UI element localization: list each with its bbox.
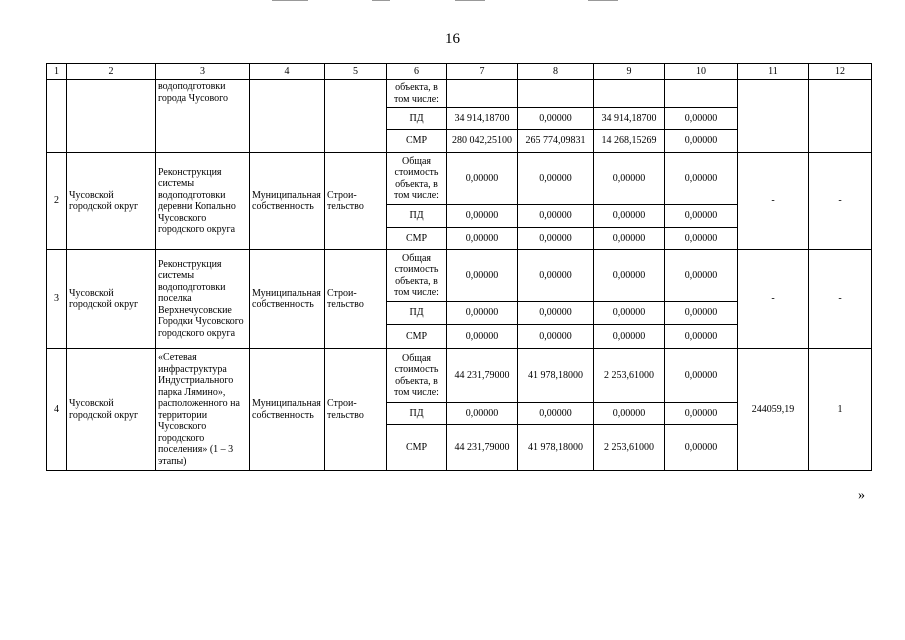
continuation-mark: »: [858, 488, 865, 503]
value-cell: 0,00000: [518, 108, 594, 130]
col12-cell: [809, 80, 872, 153]
object-name-cell: Реконструкция системы водоподготовки деревни Копально Чусовского городского округа: [156, 153, 250, 250]
header-cell: 8: [518, 64, 594, 80]
district-cell: Чусовской городской округ: [67, 250, 156, 349]
district-cell: Чусовской городской округ: [67, 153, 156, 250]
ownership-cell: [250, 80, 325, 153]
pd-label-cell: ПД: [387, 108, 447, 130]
value-cell: 0,00000: [518, 205, 594, 228]
value-cell: 0,00000: [665, 325, 738, 349]
work-cell: Строи-тельство: [325, 349, 387, 471]
value-cell: 0,00000: [447, 403, 518, 425]
value-cell: 0,00000: [594, 228, 665, 250]
district-cell: Чусовской городской округ: [67, 349, 156, 471]
value-cell: 41 978,18000: [518, 425, 594, 471]
objects-table: [46, 63, 872, 471]
value-cell: 0,00000: [594, 302, 665, 325]
cost-label-cell: объекта, в том числе:: [387, 80, 447, 108]
value-cell: 0,00000: [518, 250, 594, 302]
col11-cell: -: [738, 250, 809, 349]
cost-label-cell: Общая стоимость объекта, в том числе:: [387, 250, 447, 302]
value-cell: 0,00000: [594, 250, 665, 302]
col12-cell: -: [809, 250, 872, 349]
pd-label-cell: ПД: [387, 403, 447, 425]
value-cell: 34 914,18700: [594, 108, 665, 130]
value-cell: 0,00000: [594, 325, 665, 349]
header-cell: 6: [387, 64, 447, 80]
col11-cell: [738, 80, 809, 153]
table-row: [47, 80, 872, 108]
table-row: [47, 153, 872, 205]
district-cell: [67, 80, 156, 153]
value-cell: 0,00000: [665, 108, 738, 130]
value-cell: 0,00000: [665, 130, 738, 153]
header-cell: 2: [67, 64, 156, 80]
col11-cell: 244059,19: [738, 349, 809, 471]
pd-label-cell: ПД: [387, 302, 447, 325]
header-cell: 5: [325, 64, 387, 80]
ownership-cell: Муниципальная собственность: [250, 349, 325, 471]
value-cell: 2 253,61000: [594, 349, 665, 403]
value-cell: 0,00000: [518, 153, 594, 205]
value-cell: 14 268,15269: [594, 130, 665, 153]
value-cell: 0,00000: [447, 250, 518, 302]
object-name-cell: Реконструкция системы водоподготовки поселка Верхнечусовские Городки Чусовского городского округа: [156, 250, 250, 349]
col12-cell: 1: [809, 349, 872, 471]
col12-cell: -: [809, 153, 872, 250]
header-cell: 7: [447, 64, 518, 80]
top-edge-line-1: [272, 0, 308, 1]
value-cell: 0,00000: [665, 205, 738, 228]
value-cell: 0,00000: [665, 403, 738, 425]
num-cell: 4: [47, 349, 67, 471]
value-cell: 0,00000: [594, 153, 665, 205]
value-cell: 2 253,61000: [594, 425, 665, 471]
value-cell: 0,00000: [447, 153, 518, 205]
col11-cell: -: [738, 153, 809, 250]
cost-label-cell: Общая стоимость объекта, в том числе:: [387, 153, 447, 205]
object-name-cell: «Сетевая инфраструктура Индустриального парка Лямино», расположенного на территории Чусовского городского поселения» (1 – 3 этапы): [156, 349, 250, 471]
value-cell: 0,00000: [447, 205, 518, 228]
value-cell: 0,00000: [665, 425, 738, 471]
value-cell: 44 231,79000: [447, 349, 518, 403]
header-cell: 3: [156, 64, 250, 80]
value-cell: [447, 80, 518, 108]
value-cell: 0,00000: [447, 325, 518, 349]
cost-label-cell: Общая стоимость объекта, в том числе:: [387, 349, 447, 403]
value-cell: 0,00000: [665, 349, 738, 403]
value-cell: 280 042,25100: [447, 130, 518, 153]
value-cell: 0,00000: [594, 403, 665, 425]
top-edge-line-4: [588, 0, 618, 1]
header-cell: 4: [250, 64, 325, 80]
value-cell: 0,00000: [518, 325, 594, 349]
value-cell: 0,00000: [447, 228, 518, 250]
value-cell: 0,00000: [665, 302, 738, 325]
smr-label-cell: СМР: [387, 228, 447, 250]
value-cell: 0,00000: [518, 228, 594, 250]
value-cell: 0,00000: [447, 302, 518, 325]
value-cell: 44 231,79000: [447, 425, 518, 471]
num-cell: [47, 80, 67, 153]
ownership-cell: Муниципальная собственность: [250, 250, 325, 349]
table-row: [47, 250, 872, 302]
work-cell: [325, 80, 387, 153]
work-cell: Строи-тельство: [325, 153, 387, 250]
smr-label-cell: СМР: [387, 325, 447, 349]
num-cell: 2: [47, 153, 67, 250]
top-edge-line-2: [372, 0, 390, 1]
value-cell: [665, 80, 738, 108]
value-cell: [594, 80, 665, 108]
ownership-cell: Муниципальная собственность: [250, 153, 325, 250]
value-cell: 0,00000: [665, 153, 738, 205]
column-number-row: [47, 64, 872, 80]
value-cell: 0,00000: [665, 250, 738, 302]
value-cell: [518, 80, 594, 108]
num-cell: 3: [47, 250, 67, 349]
header-cell: 12: [809, 64, 872, 80]
header-cell: 1: [47, 64, 67, 80]
value-cell: 41 978,18000: [518, 349, 594, 403]
smr-label-cell: СМР: [387, 425, 447, 471]
value-cell: 265 774,09831: [518, 130, 594, 153]
header-cell: 11: [738, 64, 809, 80]
value-cell: 34 914,18700: [447, 108, 518, 130]
object-name-cell: водоподготовки города Чусового: [156, 80, 250, 153]
table-row: [47, 349, 872, 403]
value-cell: 0,00000: [594, 205, 665, 228]
header-cell: 9: [594, 64, 665, 80]
value-cell: 0,00000: [518, 302, 594, 325]
smr-label-cell: СМР: [387, 130, 447, 153]
value-cell: 0,00000: [665, 228, 738, 250]
header-cell: 10: [665, 64, 738, 80]
work-cell: Строи-тельство: [325, 250, 387, 349]
pd-label-cell: ПД: [387, 205, 447, 228]
value-cell: 0,00000: [518, 403, 594, 425]
top-edge-line-3: [455, 0, 485, 1]
page-number: 16: [445, 31, 460, 47]
